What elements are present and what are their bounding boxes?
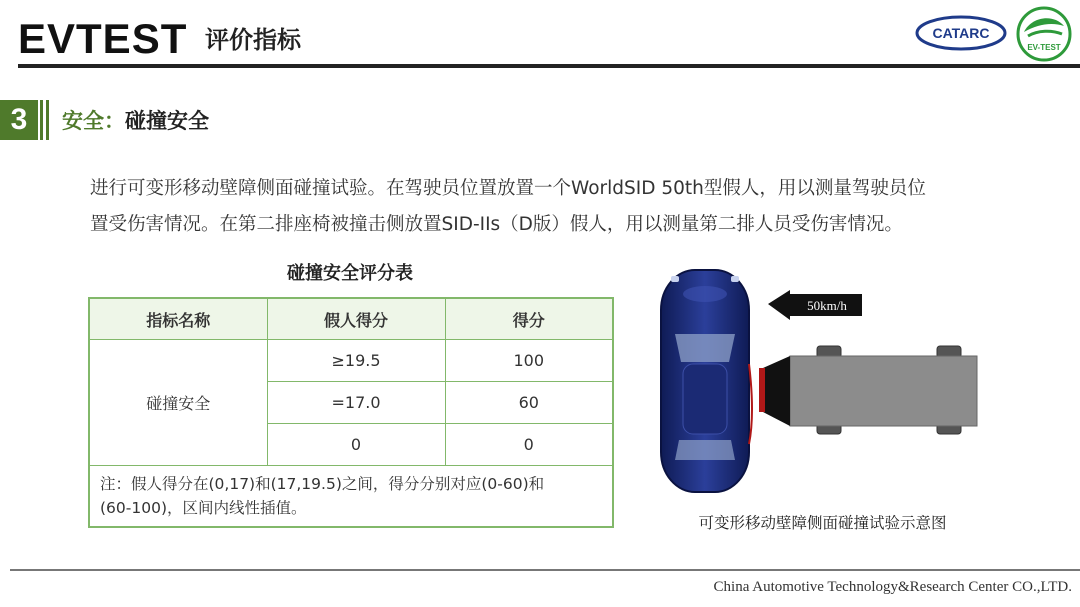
column-header: 得分 (445, 298, 613, 340)
catarc-logo (915, 14, 1007, 52)
vehicle-top-view (661, 270, 752, 492)
footer-divider (10, 569, 1080, 571)
section-title (62, 106, 209, 136)
catarc-logo-text: CATARC (932, 25, 990, 41)
score-cell: 60 (445, 382, 613, 424)
page-title: 评价指标 (205, 26, 301, 54)
moving-deformable-barrier (759, 346, 977, 434)
table-note-line: 注：假人得分在(0,17)和(17,19.5)之间，得分分别对应(0-60)和 (100, 475, 545, 493)
ev-test-badge-text: EV-TEST (1027, 43, 1061, 52)
dummy-score-cell: =17.0 (267, 382, 445, 424)
dummy-score-cell: 0 (267, 424, 445, 466)
score-cell: 0 (445, 424, 613, 466)
section-bar (46, 100, 49, 140)
dummy-score-cell: ≥19.5 (267, 340, 445, 382)
evtest-logo: EVTEST (18, 15, 188, 62)
impact-direction-arrow (768, 290, 862, 320)
ev-test-badge (1014, 6, 1074, 62)
section-bar (40, 100, 43, 140)
footer-organization: China Automotive Technology&Research Center CO.,LTD. (713, 579, 1072, 595)
figure-caption: 可变形移动壁障侧面碰撞试验示意图 (698, 514, 947, 532)
score-cell: 100 (445, 340, 613, 382)
section-subtitle: 碰撞安全 (125, 109, 209, 133)
table-note-line: (60-100)，区间内线性插值。 (100, 499, 307, 517)
side-impact-diagram (655, 264, 990, 496)
column-header: 指标名称 (89, 298, 267, 340)
section-number: 3 (0, 100, 38, 140)
score-table (88, 297, 614, 528)
paragraph-line: 进行可变形移动壁障侧面碰撞试验。在驾驶员位置放置一个WorldSID 50th型假人，用以测量驾驶员位 (90, 178, 926, 199)
speed-label: 50km/h (807, 298, 847, 313)
indicator-name-cell: 碰撞安全 (89, 340, 267, 466)
table-note-row (89, 466, 613, 528)
column-header: 假人得分 (267, 298, 445, 340)
section-category: 安全： (62, 109, 125, 133)
table-header-row (89, 298, 613, 340)
paragraph-line: 置受伤害情况。在第二排座椅被撞击侧放置SID-IIs（D版）假人，用以测量第二排人员受伤害情况。 (90, 214, 903, 235)
header-divider (18, 64, 1080, 68)
table-note (89, 466, 613, 528)
table-row (89, 340, 613, 382)
table-title: 碰撞安全评分表 (287, 263, 413, 284)
description-paragraph (90, 171, 1010, 243)
